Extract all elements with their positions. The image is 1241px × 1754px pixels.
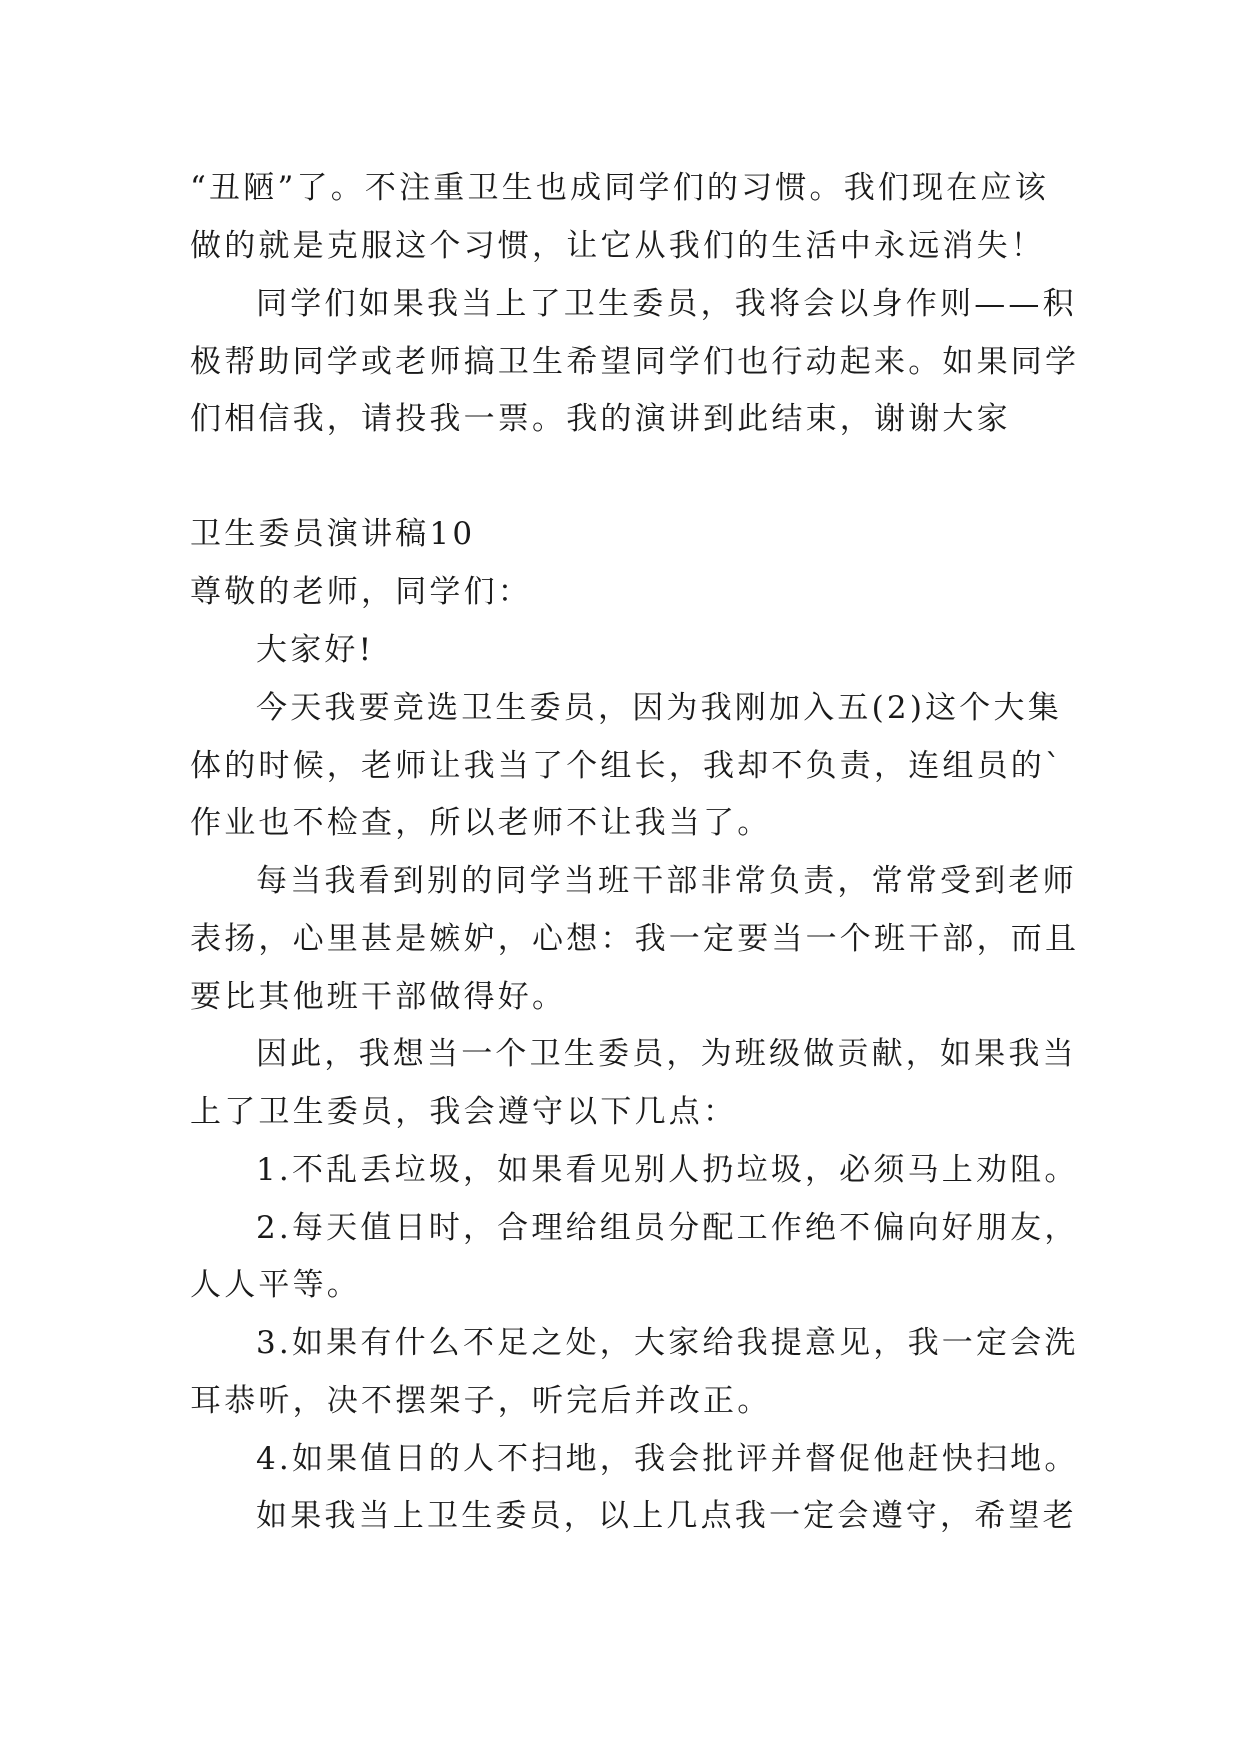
list-item: 1.不乱丢垃圾，如果看见别人扔垃圾，必须马上劝阻。 [256, 1152, 1079, 1188]
list-item: 2.每天值日时，合理给组员分配工作绝不偏向好朋友， [256, 1210, 1079, 1246]
greeting: 大家好! [256, 632, 375, 668]
text-line: 要比其他班干部做得好。 [190, 979, 567, 1015]
text-line: 今天我要竞选卫生委员，因为我刚加入五(2)这个大集 [256, 690, 1062, 726]
list-item: 3.如果有什么不足之处，大家给我提意见，我一定会洗 [256, 1325, 1079, 1361]
text-line: 耳恭听，决不摆架子，听完后并改正。 [190, 1383, 772, 1419]
text-line: 因此，我想当一个卫生委员，为班级做贡献，如果我当 [256, 1036, 1077, 1072]
text-line: 极帮助同学或老师搞卫生希望同学们也行动起来。如果同学 [190, 344, 1080, 380]
text-line: 人人平等。 [190, 1267, 361, 1303]
text-line: 做的就是克服这个习惯，让它从我们的生活中永远消失！ [190, 228, 1045, 264]
text-line: 们相信我，请投我一票。我的演讲到此结束，谢谢大家 [190, 401, 1011, 437]
text-line: 作业也不检查，所以老师不让我当了。 [190, 805, 772, 841]
text-line: 每当我看到别的同学当班干部非常负责，常常受到老师 [256, 863, 1077, 899]
text-line: 上了卫生委员，我会遵守以下几点： [190, 1094, 738, 1130]
salutation: 尊敬的老师，同学们： [190, 574, 532, 610]
list-item: 4.如果值日的人不扫地，我会批评并督促他赶快扫地。 [256, 1441, 1079, 1477]
section-heading: 卫生委员演讲稿10 [190, 516, 476, 552]
text-line: 表扬，心里甚是嫉妒，心想：我一定要当一个班干部，而且 [190, 921, 1080, 957]
text-line: 体的时候，老师让我当了个组长，我却不负责，连组员的` [190, 748, 1064, 784]
text-line: 如果我当上卫生委员，以上几点我一定会遵守，希望老 [256, 1498, 1077, 1534]
text-line: “丑陋”了。不注重卫生也成同学们的习惯。我们现在应该 [190, 170, 1049, 206]
text-line: 同学们如果我当上了卫生委员，我将会以身作则——积 [256, 286, 1077, 322]
